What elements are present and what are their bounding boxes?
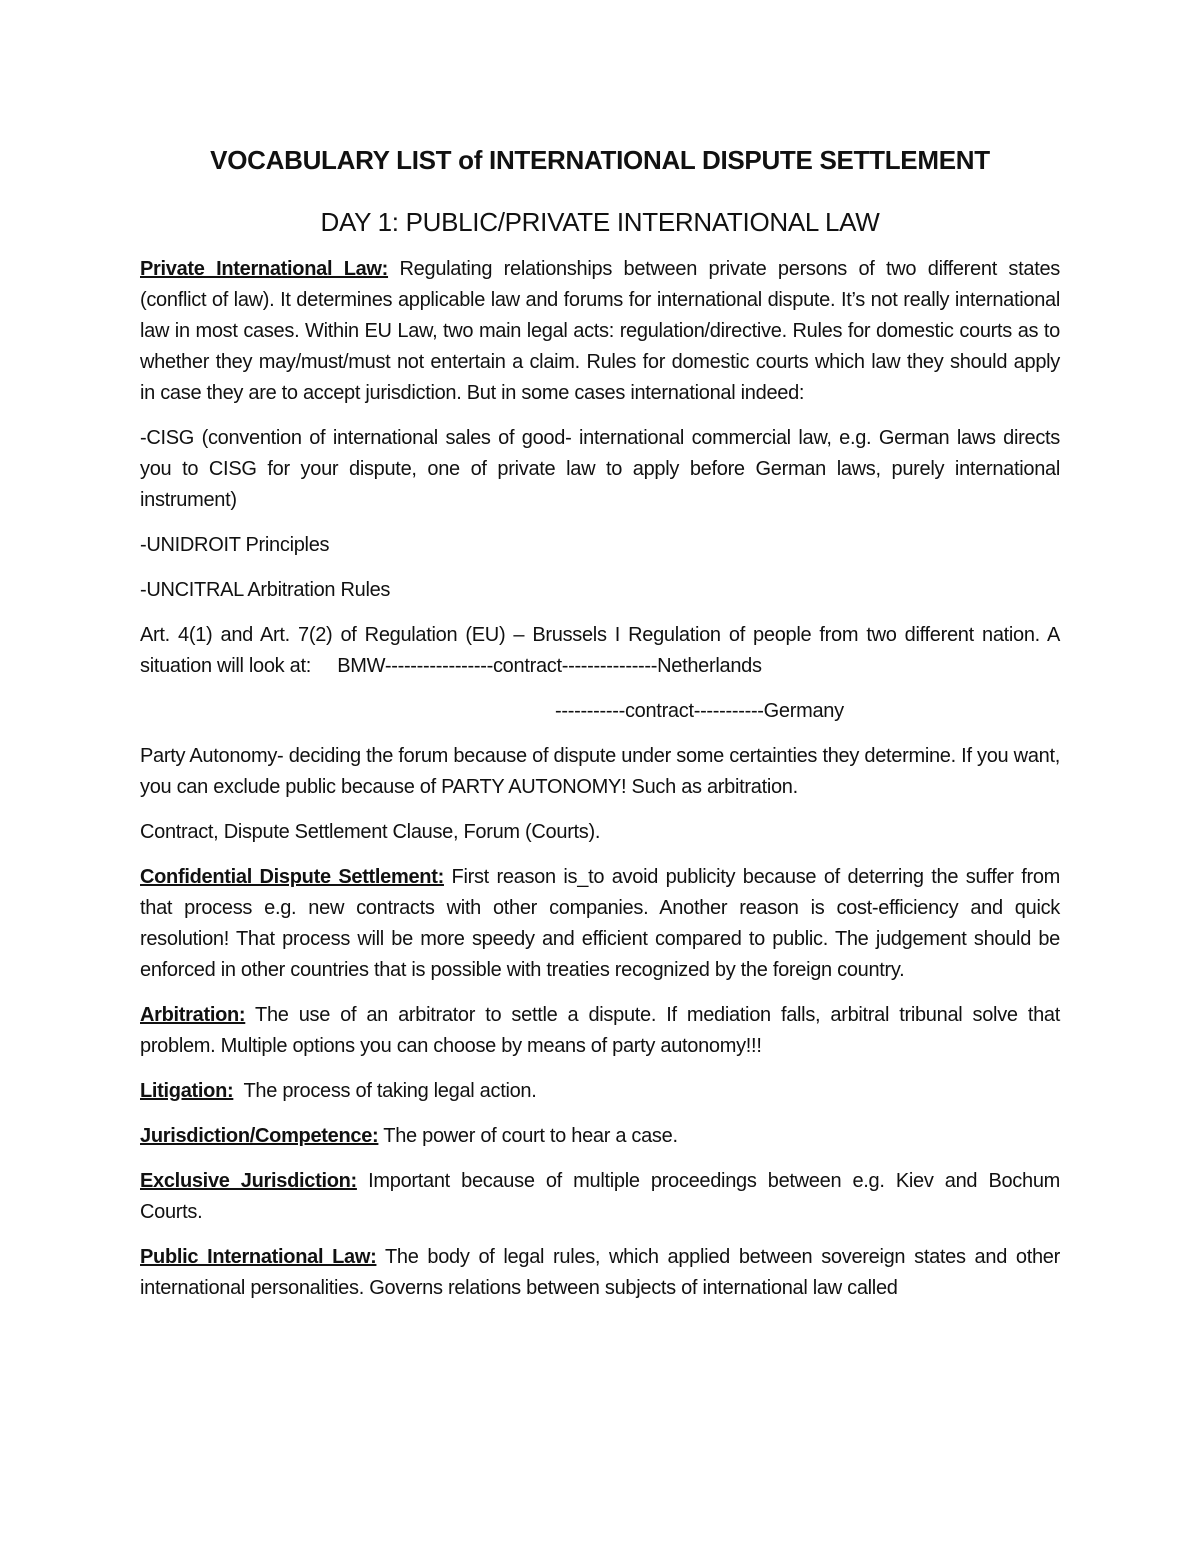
confidential-text: First reason is_to avoid publicity because of deterring the suffer from that process e.g. new contracts with other companies. Another reason is cost-efficiency and quick resolution! That process will be more speedy and efficient compared to public. The judgement should be enforced in other countries that is possible with treaties recognized by the foreign country. [140,866,1061,981]
arbitration-text: The use of an arbitrator to settle a dispute. If mediation falls, arbitral tribunal solve that problem. Multiple options you can choose by means of party autonomy!!! [140,1004,1060,1057]
uncitral-paragraph: -UNCITRAL Arbitration Rules [140,579,391,601]
arbitration-term: Arbitration: [140,1004,246,1026]
jurisdiction-text: The power of court to hear a case. [378,1125,678,1147]
exclusive-jurisdiction-text: Important because of multiple proceedings between e.g. Kiev and Bochum Courts. [140,1170,1061,1223]
cisg-paragraph: -CISG (convention of international sales of good- international commercial law, e.g. German laws directs you to CISG for your dispute, one of private law to apply before German laws, purely international instrument) [140,427,1060,511]
jurisdiction-term: Jurisdiction/Competence: [140,1125,379,1147]
germany-contract-line [140,696,1060,727]
germany-contract-text: -----------contract-----------Germany [555,700,844,722]
party-autonomy-paragraph: Party Autonomy- deciding the forum because of dispute under some certainties they determine. If you want, you can exclude public because of PARTY AUTONOMY! Such as arbitration. [140,745,1060,798]
litigation-term: Litigation: [140,1080,234,1102]
public-law-paragraph [140,1242,1060,1304]
public-law-text: The body of legal rules, which applied between sovereign states and other international personalities. Governs relations between subjects of international law called [140,1246,1060,1299]
brussels-paragraph: Art. 4(1) and Art. 7(2) of Regulation (EU) – Brussels I Regulation of people from two different nation. A situation will look at: BMW-----------------contract---------------Netherlands [140,624,1066,677]
exclusive-jurisdiction-term: Exclusive Jurisdiction: [140,1170,357,1192]
public-law-term: Public International Law: [140,1246,377,1268]
document-body [140,140,1066,1318]
confidential-term: Confidential Dispute Settlement: [140,866,444,888]
exclusive-jurisdiction-paragraph [140,1166,1060,1228]
private-law-text: Regulating relationships between private persons of two different states (conflict of law). It determines applicable law and forums for international dispute. It’s not really international law in most cases. Within EU Law, two main legal acts: regulation/directive. Rules for domestic courts as to whether they may/must/must not entertain a claim. Rules for domestic courts which law they should apply in case they are to accept jurisdiction. But in some cases international indeed: [140,258,1060,404]
private-law-paragraph [140,254,1060,409]
contract-paragraph: Contract, Dispute Settlement Clause, Forum (Courts). [140,821,601,843]
litigation-paragraph [140,1076,1060,1107]
document-subtitle: DAY 1: PUBLIC/PRIVATE INTERNATIONAL LAW [320,207,880,237]
private-law-term: Private International Law: [140,258,389,280]
unidroit-paragraph: -UNIDROIT Principles [140,534,330,556]
document-title: VOCABULARY LIST of INTERNATIONAL DISPUTE SETTLEMENT [210,145,990,175]
confidential-paragraph [140,862,1060,986]
jurisdiction-paragraph [140,1121,1060,1152]
arbitration-paragraph [140,1000,1060,1062]
litigation-text: The process of taking legal action. [233,1080,537,1102]
